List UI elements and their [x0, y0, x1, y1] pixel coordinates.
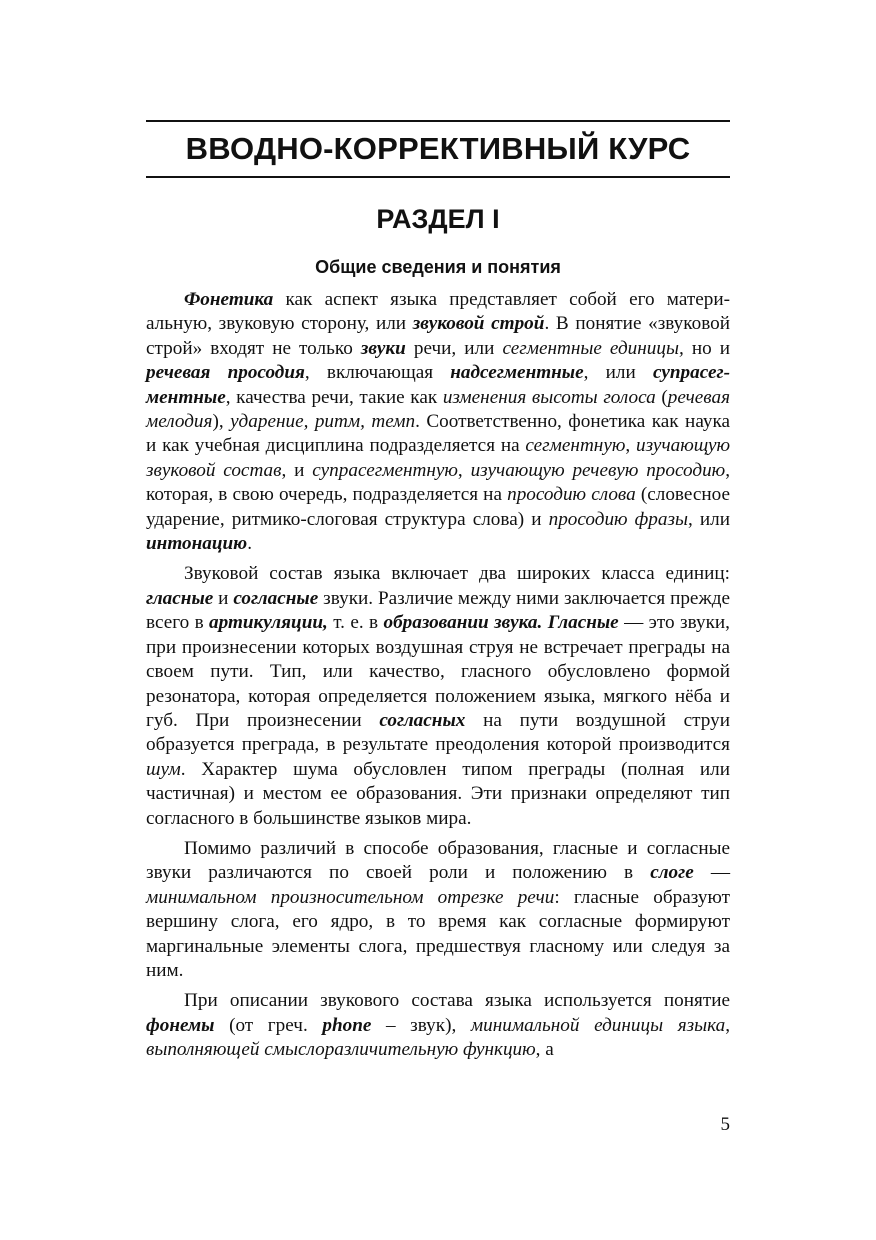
text-run: минимальной единицы языка [470, 1014, 726, 1036]
text-run: , и [281, 459, 313, 481]
paragraph-3 [146, 837, 730, 983]
text-run: , [725, 1014, 730, 1036]
paragraph-1 [146, 288, 730, 556]
text-run: изменения высоты голоса [442, 386, 656, 408]
text-run: , которая, в свою очередь, подразделяется на [146, 459, 730, 506]
text-run: ударение, ритм, темп [230, 411, 416, 433]
text-run: на пути воздушной струи образуется преграда, в результате преодоления которой производится [146, 709, 730, 756]
text-run: (от греч. [214, 1014, 323, 1036]
text-run: — [693, 862, 731, 884]
text-run: шум [146, 758, 181, 780]
text-run: согласных [379, 709, 466, 731]
course-title: ВВОДНО-КОРРЕКТИВНЫЙ КУРС [185, 131, 691, 166]
text-run: сегментные единицы, [502, 337, 684, 359]
text-run: phone [322, 1014, 372, 1036]
text-run: речи, или [405, 337, 503, 359]
paragraph-4 [146, 989, 730, 1062]
text-run: . В понятие «звуковой строй» входят не только [146, 313, 731, 359]
text-run: ), [212, 411, 231, 433]
text-run: просодию слова [507, 484, 636, 506]
text-run: и [213, 587, 234, 609]
text-run: изучающую речевую просодию [470, 459, 726, 481]
text-run: супрасегментные [146, 362, 730, 408]
text-run: минимальном произносительном отрезке речи [146, 886, 555, 908]
text-run: надсегментные [450, 362, 584, 384]
paragraph-2 [146, 562, 730, 830]
text-run: просодию фразы [548, 508, 688, 530]
text-run: фонемы [146, 1014, 215, 1036]
text-run: слоге [650, 862, 694, 884]
text-run: образовании звука. Гласные [383, 612, 619, 634]
text-run: гласные [146, 587, 214, 609]
text-run: При описании звукового состава языка используется понятие [184, 990, 730, 1012]
text-run: речевая просодия [146, 362, 305, 384]
text-run: речевая мелодия [146, 386, 731, 433]
section-title: РАЗДЕЛ I [376, 204, 500, 234]
text-run: Фонетика [184, 289, 274, 310]
text-run: ( [655, 386, 668, 408]
text-run: интонацию [146, 533, 248, 555]
text-run: , а [535, 1039, 554, 1061]
text-run: артикуляции, [209, 612, 328, 634]
section-subtitle: Общие сведения и понятия [315, 257, 561, 277]
page-content [146, 120, 730, 1063]
text-run: . Соответственно, фонетика как наука и как учебная дисциплина подразделяется на [146, 411, 731, 457]
text-run: . Характер шума обусловлен типом преграды (полная или частичная) и местом ее образования. Эти признаки определяют тип согласного в большинстве языков мира. [146, 758, 730, 829]
text-run: , [625, 435, 636, 457]
text-run: Помимо различий в способе образования, гласные и согласные звуки различаются по своей роли и положению в [146, 837, 730, 884]
text-run: . [247, 533, 252, 555]
text-run: – звук), [371, 1014, 471, 1036]
text-run: т. е. в [327, 612, 384, 634]
text-run: , или [583, 362, 653, 384]
bottom-rule [146, 176, 730, 178]
text-run: звуковой строй [412, 313, 545, 335]
text-run: , включающая [304, 362, 451, 384]
text-run: как аспект языка представляет собой его материальную, звуковую сторону, или [146, 289, 730, 335]
text-run: звуки. Различие между ними заключается прежде всего в [146, 587, 730, 634]
body-text [146, 288, 730, 1063]
text-run: (словесное ударение, ритмико-слоговая структура слова) и [146, 484, 730, 530]
text-run: — это звуки, при произнесении которых воздушная струя не встречает преграды на своем пути. Тип, или качество, гласного обусловлено формой резонатора, которая определяется положением языка, мягкого нёба и губ. При произнесении [146, 612, 730, 731]
text-run: супрасегментную [312, 459, 458, 481]
text-run: выполняющей смыслоразличительную функцию [146, 1039, 536, 1061]
text-run: , качества речи, такие как [225, 386, 443, 408]
text-run: согласные [233, 587, 319, 609]
text-run: , [457, 459, 471, 481]
text-run: сегментную [525, 435, 626, 457]
text-run: , или [687, 508, 730, 530]
text-run: Звуковой состав языка включает два широких класса единиц: [184, 563, 730, 585]
page-number: 5 [720, 1114, 730, 1135]
text-run: : гласные образуют вершину слога, его ядро, в то время как согласные формируют маргинальные элементы слога, предшествуя гласному или следуя за ним. [146, 886, 730, 981]
text-run: звуки [360, 337, 406, 359]
text-run: но и [683, 337, 730, 359]
text-run: изучающую звуковой состав [146, 435, 731, 481]
